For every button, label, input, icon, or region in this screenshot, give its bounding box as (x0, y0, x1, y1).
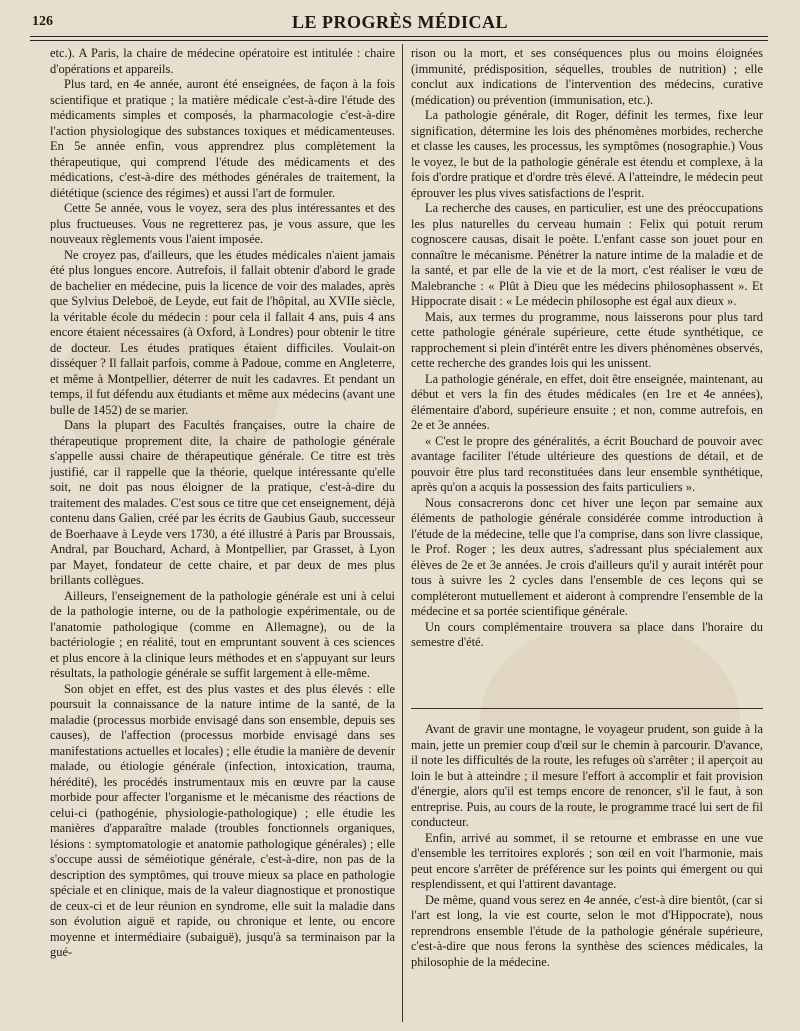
paragraph: Ailleurs, l'enseignement de la pathologie générale est uni à celui de la pathologie interne, ou de la pathologie expérimentale, ou de l'anatomie pathologique (comme en Allemagne), ou de la bactériologie ; en réalité, tout en empruntant souvent à ces sciences et plus encore à la clinique leurs méthodes et en s'appuyant sur leurs résultats, la pathologie générale se suffit largement à elle-même. (50, 588, 395, 680)
right-column-bottom (411, 722, 763, 970)
journal-title: LE PROGRÈS MÉDICAL (291, 12, 509, 32)
paragraph: Plus tard, en 4e année, auront été enseignées, de façon à la fois scientifique et pratique ; la matière médicale c'est-à-dire l'étude des médicaments simples et composés, la pharmacologie c'est-à-dire l'action physiologique des substances toxiques et médicamenteuses. En 5e année enfin, vous apprendrez plus complètement la thérapeutique, qui comprend l'étude des médicaments et des médications, c'est-à-dire des méthodes générales de traitement, la diététique (science des régimes) et aussi l'art de formuler. (50, 77, 395, 200)
header-rule (30, 40, 768, 41)
paragraph: La pathologie générale, dit Roger, définit les termes, fixe leur signification, détermine les lois des phénomènes morbides, recherche et classe les causes, les processus, les symptômes (nosographie.) Vous le voyez, le but de la pathologie générale est étendu et complexe, à la fois d'ordre pratique et d'ordre très élevé. A l'atteindre, le médecin peut éprouver les plus vives satisfactions de l'esprit. (411, 108, 763, 200)
paragraph: Son objet en effet, est des plus vastes et des plus élevés : elle poursuit la connaissance de la nature intime de la santé, de la maladie (processus morbide envisagé dans son ensemble, depuis ses causes), de l'affection (processus morbide envisagé dans ses manifestations actuelles et locales) ; elle étudie la manière de devenir malade, ou étiologie générale (infection, intoxication, trauma, hérédité), les procédés instrumentaux mis en œuvre par la cause morbide pour affecter l'organisme et le mécanisme des réactions de celui-ci (pathogénie, physiologie-pathologique) ; elle étudie les manières d'apparaître malade (troubles fonctionnels organiques, lésions : symptomatologie et anatomie pathologique générales) ; elle s'occupe aussi de séméiotique générale, c'est-à-dire, non pas de la description des symptômes, qui trouve mieux sa place en pathologie spéciale et en clinique, mais de la valeur diagnostique et pronostique de ceux-ci et de leur réunion en syndrome, elle suit la maladie dans son évolution aiguë et rapide, ou chronique et lente, ou encore moyenne et intermédiaire (subaiguë), jusqu'à sa terminaison par la gué- (50, 681, 395, 959)
paragraph: La recherche des causes, en particulier, est une des préoccupations les plus naturelles du cerveau humain : Felix qui potuit rerum cognoscere causas, disait le poète. L'enfant casse son jouet pour en connaître le mécanisme. Pénétrer la nature intime de la maladie et de la santé, et par elle de la vie et de la mort, c'est réaliser le vœu de Malebranche : « Plût à Dieu que les médecins philosophassent ». Et Hippocrate disait : « Le médecin philosophe est égal aux dieux ». (411, 201, 763, 308)
paragraph: La pathologie générale, en effet, doit être enseignée, maintenant, au début et vers la fin des études médicales (en 1re et 4e années), élémentaire d'abord, supérieure ensuite ; et non, comme autrefois, en 2e et 3e années. (411, 371, 763, 432)
paragraph: Cette 5e année, vous le voyez, sera des plus intéressantes et des plus fructueuses. Vous ne regretterez pas, je vous assure, que les nouveaux règlements vous l'aient imposée. (50, 201, 395, 246)
paragraph: De même, quand vous serez en 4e année, c'est-à dire bientôt, (car si l'art est long, la vie est courte, selon le mot d'Hippocrate), nous reprendrons ensemble l'étude de la pathologie générale supérieure, c'est-à-dire que nous ferons la synthèse des sciences médicales, la philosophie de la médecine. (411, 892, 763, 969)
paragraph: « C'est le propre des généralités, a écrit Bouchard de pouvoir avec avantage faciliter l'étude ultérieure des questions de détail, et de pouvoir être plus tard reconstituées dans leur ensemble synthétique, après qu'on a acquis la possession des faits particuliers ». (411, 433, 763, 494)
paragraph: Un cours complémentaire trouvera sa place dans l'horaire du semestre d'été. (411, 619, 763, 649)
paragraph: Mais, aux termes du programme, nous laisserons pour plus tard cette pathologie générale supérieure, cette étude synthétique, ce rapprochement si plein d'intérêt entre les divers phénomènes observés, cette recherche des grandes lois qui les unissent. (411, 309, 763, 370)
right-column-top (411, 46, 763, 651)
column-divider (402, 44, 403, 1022)
section-divider (411, 708, 763, 709)
page-number: 126 (32, 14, 53, 29)
header-rule (30, 36, 768, 37)
left-column (50, 46, 395, 961)
paragraph: Enfin, arrivé au sommet, il se retourne et embrasse en une vue d'ensemble les territoires explorés ; son œil en voit l'harmonie, mais peut encore s'arrêter de préférence sur les points qui émergent ou qui resplendissent, et qui l'attirent davantage. (411, 830, 763, 891)
paragraph: Avant de gravir une montagne, le voyageur prudent, son guide à la main, jette un premier coup d'œil sur le chemin à parcourir. D'avance, il note les difficultés de la route, les refuges où s'arrêter ; il aperçoit au loin le but à atteindre ; il mesure l'effort à accomplir et fait provision d'énergie, alors qu'il est temps encore de renoncer, s'il le faut, à son entreprise. Puis, au cours de la route, le programme tracé lui sert de fil conducteur. (411, 722, 763, 829)
paragraph: rison ou la mort, et ses conséquences plus ou moins éloignées (immunité, prédisposition, séquelles, troubles de nutrition) ; elle conclut aux indications de l'intervention des médecins, curative (médication) ou prévention (immunisation, etc.). (411, 46, 763, 107)
paragraph: Ne croyez pas, d'ailleurs, que les études médicales n'aient jamais été plus longues encore. Autrefois, il fallait obtenir d'abord le grade de bachelier en médecine, puis la licence de voir des malades, après que Sylvius Deleboë, de Leyde, eut fait de l'hôpital, au XVIIe siècle, la véritable école du médecin : pour cela il fallait 4 ans, puis 4 ans encore étaient nécessaires (à Oxford, à Londres) pour obtenir le titre de docteur. Les études pratiques étaient difficiles. Voulait-on disséquer ? Il fallait parfois, comme à Padoue, comme en Angleterre, et même à Montpellier, déterrer de nuit les cadavres. Et pendant un temps, il fut défendu aux étudiants et même aux médecins (avant une bulle de 1452) de se marier. (50, 247, 395, 417)
page-header (30, 10, 770, 34)
paragraph: Nous consacrerons donc cet hiver une leçon par semaine aux éléments de pathologie générale considérée comme introduction à l'étude de la médecine, telle que l'a comprise, dans son livre classique, le Prof. Roger ; les deux autres, s'adressant plus spécialement aux élèves de 2e et 3e années. Je crois d'ailleurs qu'il y aurait intérêt pour tous à suivre les 2 cycles dans l'ensemble de ces leçons qui se compléteront mutuellement et aideront à comprendre l'ensemble de la médecine et sa portée scientifique générale. (411, 495, 763, 618)
paragraph: Dans la plupart des Facultés françaises, outre la chaire de thérapeutique proprement dite, la chaire de pathologie générale s'appelle aussi chaire de thérapeutique générale. Ce titre est très justifié, car il rappelle que la théorie, quelque intéressante qu'elle soit, ne doit pas nous éloigner de la pratique, c'est-à-dire du traitement des malades. C'est sous ce titre que cet enseignement, déjà contenu dans Galien, créé par les écrits de Gaubius Gaub, successeur de Boerhaave à Leyde vers 1730, a été illustré à Paris par Broussais, Andral, par Bouchard, Achard, à Montpellier, par Grasset, à Lyon par Mayet, fondateur de cette chaire, et par deux de mes plus brillants collègues. (50, 418, 395, 587)
paragraph: etc.). A Paris, la chaire de médecine opératoire est intitulée : chaire d'opérations et appareils. (50, 46, 395, 76)
